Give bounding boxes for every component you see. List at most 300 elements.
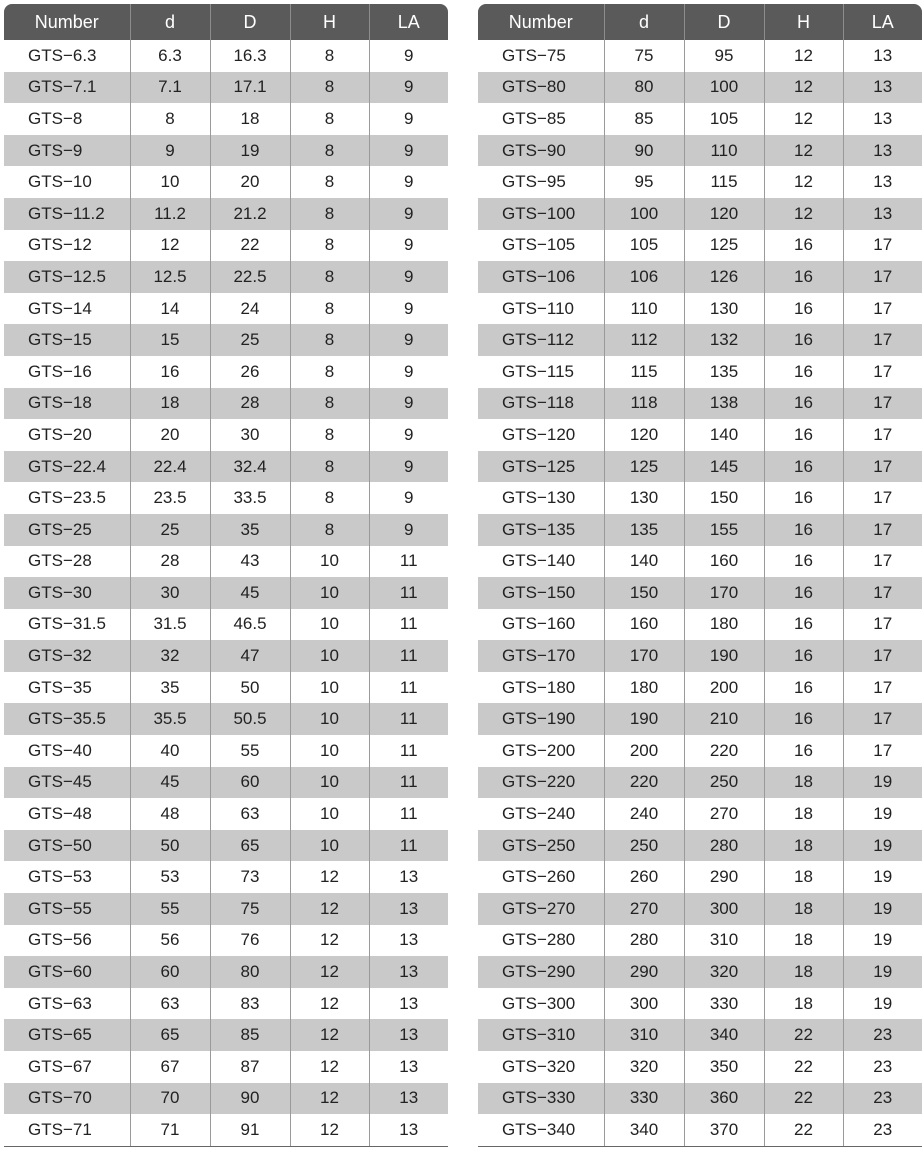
table-row: [4, 735, 448, 767]
cell-LA: 17: [843, 324, 922, 356]
table-row: [478, 798, 922, 830]
cell-LA: 13: [843, 135, 922, 167]
cell-H: 18: [764, 988, 843, 1020]
cell-D: 91: [210, 1114, 290, 1146]
cell-number: GTS−56: [28, 930, 92, 950]
cell-D: 35: [210, 514, 290, 546]
cell-LA: 17: [843, 672, 922, 704]
cell-d: 150: [604, 577, 684, 609]
cell-d: 14: [130, 293, 210, 325]
cell-LA: 13: [843, 72, 922, 104]
cell-H: 18: [764, 798, 843, 830]
cell-d: 160: [604, 609, 684, 641]
cell-number: GTS−75: [502, 45, 566, 65]
table-row: [4, 577, 448, 609]
cell-H: 16: [764, 388, 843, 420]
cell-H: 16: [764, 356, 843, 388]
header-LA: LA: [369, 4, 448, 40]
table-row: [478, 925, 922, 957]
cell-LA: 19: [843, 830, 922, 862]
cell-number: GTS−106: [478, 261, 604, 293]
cell-d: 16: [130, 356, 210, 388]
table-row: [4, 925, 448, 957]
cell-H: 12: [764, 135, 843, 167]
cell-d: 25: [130, 514, 210, 546]
cell-H: 18: [764, 861, 843, 893]
cell-H: 18: [764, 893, 843, 925]
cell-LA: 11: [369, 609, 448, 641]
cell-number: GTS−130: [502, 488, 576, 508]
cell-LA: 19: [843, 767, 922, 799]
cell-D: 46.5: [210, 609, 290, 641]
cell-H: 8: [290, 293, 369, 325]
cell-D: 135: [684, 356, 764, 388]
cell-H: 8: [290, 388, 369, 420]
cell-d: 300: [604, 988, 684, 1020]
cell-D: 25: [210, 324, 290, 356]
table-row: [4, 956, 448, 988]
cell-H: 8: [290, 419, 369, 451]
cell-LA: 11: [369, 703, 448, 735]
table-row: [4, 324, 448, 356]
cell-D: 150: [684, 482, 764, 514]
cell-d: 7.1: [130, 72, 210, 104]
table-row: [478, 1114, 922, 1146]
cell-LA: 17: [843, 703, 922, 735]
table-row: [478, 703, 922, 735]
header-d: d: [130, 4, 210, 40]
cell-D: 60: [210, 767, 290, 799]
cell-D: 80: [210, 956, 290, 988]
cell-number: GTS−67: [28, 1056, 92, 1076]
cell-d: 35.5: [130, 703, 210, 735]
cell-H: 16: [764, 514, 843, 546]
cell-H: 12: [764, 103, 843, 135]
cell-number: GTS−40: [28, 740, 92, 760]
cell-number: GTS−23.5: [28, 488, 106, 508]
cell-number: GTS−150: [478, 577, 604, 609]
header-D: D: [210, 4, 290, 40]
cell-D: 300: [684, 893, 764, 925]
cell-d: 12.5: [130, 261, 210, 293]
cell-LA: 23: [843, 1114, 922, 1146]
cell-D: 32.4: [210, 451, 290, 483]
cell-D: 47: [210, 640, 290, 672]
cell-LA: 9: [369, 419, 448, 451]
cell-H: 8: [290, 451, 369, 483]
cell-LA: 19: [843, 893, 922, 925]
cell-LA: 9: [369, 72, 448, 104]
cell-d: 105: [604, 230, 684, 262]
cell-number: GTS−220: [478, 767, 604, 799]
header-row: [4, 4, 448, 40]
cell-D: 63: [210, 798, 290, 830]
cell-d: 48: [130, 798, 210, 830]
cell-D: 310: [684, 925, 764, 957]
cell-LA: 17: [843, 735, 922, 767]
cell-H: 18: [764, 767, 843, 799]
cell-D: 120: [684, 198, 764, 230]
cell-D: 65: [210, 830, 290, 862]
cell-LA: 9: [369, 40, 448, 72]
cell-number: GTS−53: [28, 867, 92, 887]
cell-LA: 17: [843, 388, 922, 420]
cell-d: 53: [130, 861, 210, 893]
table-row: [4, 830, 448, 862]
cell-D: 30: [210, 419, 290, 451]
cell-H: 16: [764, 546, 843, 578]
table-row: [478, 482, 922, 514]
cell-d: 80: [604, 72, 684, 104]
cell-H: 12: [290, 1019, 369, 1051]
cell-number: GTS−12.5: [4, 261, 130, 293]
cell-LA: 11: [369, 830, 448, 862]
cell-LA: 17: [843, 230, 922, 262]
cell-D: 100: [684, 72, 764, 104]
cell-D: 50.5: [210, 703, 290, 735]
table-row: [478, 609, 922, 641]
cell-d: 12: [130, 230, 210, 262]
table-row: [478, 735, 922, 767]
cell-d: 320: [604, 1051, 684, 1083]
cell-LA: 17: [843, 419, 922, 451]
cell-d: 30: [130, 577, 210, 609]
cell-d: 190: [604, 703, 684, 735]
cell-number: GTS−280: [502, 930, 576, 950]
cell-number: GTS−340: [478, 1114, 604, 1146]
cell-H: 16: [764, 577, 843, 609]
table-row: [478, 103, 922, 135]
cell-number: GTS−35: [28, 677, 92, 697]
cell-number: GTS−71: [4, 1114, 130, 1146]
cell-LA: 13: [369, 893, 448, 925]
cell-d: 45: [130, 767, 210, 799]
cell-D: 95: [684, 40, 764, 72]
cell-H: 10: [290, 830, 369, 862]
cell-D: 105: [684, 103, 764, 135]
cell-number: GTS−45: [4, 767, 130, 799]
cell-H: 10: [290, 577, 369, 609]
table-row: [4, 1051, 448, 1083]
table-row: [478, 230, 922, 262]
table-row: [4, 388, 448, 420]
table-row: [4, 166, 448, 198]
cell-number: GTS−31.5: [28, 614, 106, 634]
cell-LA: 19: [843, 956, 922, 988]
cell-LA: 11: [369, 640, 448, 672]
table-row: [478, 356, 922, 388]
cell-d: 200: [604, 735, 684, 767]
table-row: [478, 861, 922, 893]
cell-H: 12: [290, 988, 369, 1020]
cell-number: GTS−7.1: [4, 72, 130, 104]
table-row: [478, 956, 922, 988]
table-row: [4, 861, 448, 893]
cell-number: GTS−190: [478, 703, 604, 735]
table-row: [4, 514, 448, 546]
cell-D: 180: [684, 609, 764, 641]
cell-LA: 13: [369, 1083, 448, 1115]
cell-H: 8: [290, 482, 369, 514]
table-row: [4, 767, 448, 799]
cell-LA: 9: [369, 451, 448, 483]
cell-number: GTS−240: [502, 804, 576, 824]
cell-LA: 19: [843, 861, 922, 893]
cell-number: GTS−105: [502, 235, 576, 255]
cell-d: 28: [130, 546, 210, 578]
cell-d: 120: [604, 419, 684, 451]
cell-LA: 11: [369, 672, 448, 704]
cell-LA: 17: [843, 577, 922, 609]
cell-LA: 13: [843, 166, 922, 198]
cell-H: 8: [290, 261, 369, 293]
cell-D: 140: [684, 419, 764, 451]
cell-LA: 9: [369, 482, 448, 514]
cell-D: 87: [210, 1051, 290, 1083]
cell-D: 145: [684, 451, 764, 483]
cell-d: 270: [604, 893, 684, 925]
cell-d: 90: [604, 135, 684, 167]
cell-H: 18: [764, 925, 843, 957]
table-row: [478, 72, 922, 104]
cell-d: 130: [604, 482, 684, 514]
cell-LA: 19: [843, 798, 922, 830]
cell-D: 83: [210, 988, 290, 1020]
cell-LA: 13: [369, 988, 448, 1020]
cell-d: 35: [130, 672, 210, 704]
cell-number: GTS−90: [478, 135, 604, 167]
cell-D: 130: [684, 293, 764, 325]
cell-LA: 11: [369, 735, 448, 767]
cell-LA: 13: [843, 103, 922, 135]
cell-H: 10: [290, 609, 369, 641]
cell-d: 10: [130, 166, 210, 198]
cell-D: 170: [684, 577, 764, 609]
cell-number: GTS−160: [502, 614, 576, 634]
cell-number: GTS−28: [28, 551, 92, 571]
cell-D: 76: [210, 925, 290, 957]
cell-D: 17.1: [210, 72, 290, 104]
cell-D: 22.5: [210, 261, 290, 293]
cell-d: 63: [130, 988, 210, 1020]
cell-d: 106: [604, 261, 684, 293]
cell-number: GTS−170: [478, 640, 604, 672]
cell-H: 8: [290, 324, 369, 356]
cell-H: 16: [764, 261, 843, 293]
cell-LA: 13: [843, 40, 922, 72]
table-row: [4, 230, 448, 262]
cell-H: 16: [764, 451, 843, 483]
cell-H: 8: [290, 230, 369, 262]
cell-d: 71: [130, 1114, 210, 1146]
cell-D: 45: [210, 577, 290, 609]
cell-number: GTS−25: [4, 514, 130, 546]
cell-d: 115: [604, 356, 684, 388]
cell-d: 40: [130, 735, 210, 767]
cell-number: GTS−290: [478, 956, 604, 988]
cell-LA: 23: [843, 1019, 922, 1051]
cell-H: 8: [290, 103, 369, 135]
cell-D: 73: [210, 861, 290, 893]
cell-H: 8: [290, 135, 369, 167]
table-row: [478, 767, 922, 799]
table-row: [4, 451, 448, 483]
cell-number: GTS−35.5: [4, 703, 130, 735]
cell-number: GTS−85: [502, 108, 566, 128]
cell-number: GTS−118: [478, 388, 604, 420]
table-row: [478, 324, 922, 356]
table-row: [478, 419, 922, 451]
cell-d: 6.3: [130, 40, 210, 72]
cell-number: GTS−55: [4, 893, 130, 925]
cell-LA: 17: [843, 451, 922, 483]
cell-d: 330: [604, 1083, 684, 1115]
cell-LA: 17: [843, 293, 922, 325]
cell-number: GTS−115: [502, 361, 574, 381]
cell-number: GTS−18: [4, 388, 130, 420]
table-row: [478, 577, 922, 609]
cell-d: 170: [604, 640, 684, 672]
cell-d: 32: [130, 640, 210, 672]
cell-LA: 9: [369, 135, 448, 167]
cell-LA: 19: [843, 925, 922, 957]
cell-LA: 19: [843, 988, 922, 1020]
cell-LA: 9: [369, 103, 448, 135]
cell-D: 43: [210, 546, 290, 578]
cell-D: 22: [210, 230, 290, 262]
table-row: [478, 1019, 922, 1051]
cell-LA: 9: [369, 356, 448, 388]
cell-number: GTS−60: [4, 956, 130, 988]
cell-d: 290: [604, 956, 684, 988]
cell-number: GTS−180: [502, 677, 576, 697]
table-row: [4, 609, 448, 641]
cell-H: 16: [764, 609, 843, 641]
cell-H: 8: [290, 356, 369, 388]
cell-d: 118: [604, 388, 684, 420]
cell-D: 220: [684, 735, 764, 767]
table-row: [478, 1051, 922, 1083]
cell-LA: 11: [369, 798, 448, 830]
table-row: [4, 72, 448, 104]
cell-number: GTS−65: [4, 1019, 130, 1051]
cell-d: 23.5: [130, 482, 210, 514]
cell-H: 16: [764, 735, 843, 767]
header-row: [478, 4, 922, 40]
cell-D: 16.3: [210, 40, 290, 72]
cell-d: 240: [604, 798, 684, 830]
header-D: D: [684, 4, 764, 40]
header-d: d: [604, 4, 684, 40]
cell-H: 18: [764, 956, 843, 988]
header-number: Number: [478, 4, 604, 40]
cell-D: 250: [684, 767, 764, 799]
cell-number: GTS−250: [478, 830, 604, 862]
cell-number: GTS−100: [478, 198, 604, 230]
cell-H: 22: [764, 1019, 843, 1051]
cell-number: GTS−12: [28, 235, 92, 255]
table-row: [4, 546, 448, 578]
cell-LA: 17: [843, 546, 922, 578]
cell-number: GTS−120: [502, 424, 576, 444]
cell-D: 126: [684, 261, 764, 293]
cell-number: GTS−30: [4, 577, 130, 609]
cell-D: 280: [684, 830, 764, 862]
cell-number: GTS−140: [502, 551, 576, 571]
table-row: [4, 419, 448, 451]
cell-d: 125: [604, 451, 684, 483]
cell-D: 270: [684, 798, 764, 830]
cell-H: 12: [764, 40, 843, 72]
table-row: [4, 293, 448, 325]
cell-LA: 9: [369, 261, 448, 293]
table-row: [4, 103, 448, 135]
cell-H: 10: [290, 798, 369, 830]
cell-H: 16: [764, 230, 843, 262]
cell-LA: 9: [369, 293, 448, 325]
cell-D: 55: [210, 735, 290, 767]
table-row: [4, 893, 448, 925]
cell-d: 20: [130, 419, 210, 451]
cell-number: GTS−6.3: [28, 45, 97, 65]
table-row: [478, 893, 922, 925]
cell-d: 250: [604, 830, 684, 862]
cell-d: 15: [130, 324, 210, 356]
table-row: [4, 1083, 448, 1115]
cell-number: GTS−270: [478, 893, 604, 925]
table-row: [478, 40, 922, 72]
cell-LA: 23: [843, 1083, 922, 1115]
table-row: [478, 640, 922, 672]
cell-LA: 23: [843, 1051, 922, 1083]
cell-LA: 9: [369, 198, 448, 230]
cell-H: 16: [764, 672, 843, 704]
cell-LA: 13: [369, 861, 448, 893]
cell-H: 12: [290, 1083, 369, 1115]
cell-H: 8: [290, 166, 369, 198]
cell-number: GTS−112: [478, 324, 604, 356]
cell-number: GTS−320: [502, 1056, 576, 1076]
cell-number: GTS−200: [502, 740, 576, 760]
cell-D: 350: [684, 1051, 764, 1083]
cell-H: 8: [290, 72, 369, 104]
cell-number: GTS−310: [478, 1019, 604, 1051]
header-H: H: [764, 4, 843, 40]
cell-D: 20: [210, 166, 290, 198]
cell-LA: 9: [369, 230, 448, 262]
cell-H: 22: [764, 1083, 843, 1115]
cell-D: 24: [210, 293, 290, 325]
cell-LA: 13: [843, 198, 922, 230]
cell-LA: 13: [369, 1019, 448, 1051]
cell-D: 360: [684, 1083, 764, 1115]
cell-d: 31.5: [130, 609, 210, 641]
cell-d: 11.2: [130, 198, 210, 230]
cell-d: 50: [130, 830, 210, 862]
cell-D: 370: [684, 1114, 764, 1146]
cell-number: GTS−11.2: [4, 198, 130, 230]
cell-H: 16: [764, 419, 843, 451]
cell-D: 200: [684, 672, 764, 704]
cell-LA: 9: [369, 166, 448, 198]
cell-D: 160: [684, 546, 764, 578]
cell-number: GTS−300: [502, 993, 576, 1013]
table-row: [4, 198, 448, 230]
cell-H: 22: [764, 1114, 843, 1146]
cell-d: 9: [130, 135, 210, 167]
cell-LA: 17: [843, 261, 922, 293]
cell-LA: 11: [369, 577, 448, 609]
